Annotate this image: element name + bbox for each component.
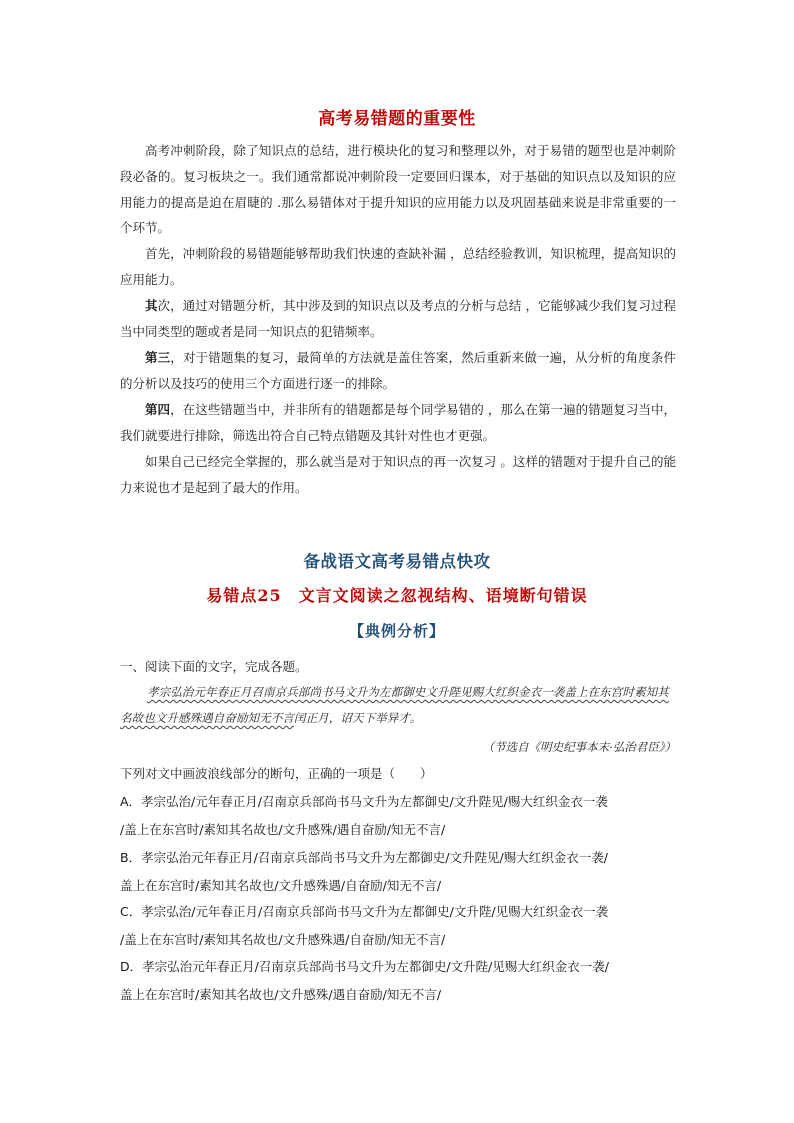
paragraph-third-text: ，对于错题集的复习，最简单的方法就是盖住答案，然后重新来做一遍，从分析的角度条件的分析以及技巧的使用三个方面进行逐一的排除。 xyxy=(120,350,676,391)
passage-wavy-text: 孝宗弘治元年春正月召南京兵部尚书马文升为左都御史文升陛见赐大红织金衣一袭盖上在东宫时素知其名故也文升感殊遇自奋励知无不言 xyxy=(120,685,669,725)
option-a-line2: /盖上在东宫时/素知其名故也/文升感殊/遇自奋励/知无不言/ xyxy=(120,822,446,837)
option-c-line2: /盖上在东宫时/素知其名故也/文升感殊遇/自奋励/知无不言/ xyxy=(120,932,446,947)
option-a-line1: A．孝宗弘治/元年春正月/召南京兵部尚书马文升为左都御史/文升陛见/赐大红织金衣一袭 xyxy=(120,794,608,809)
page-heading: 高考易错题的重要性 xyxy=(318,109,476,129)
classical-passage xyxy=(120,679,680,731)
tag-title: 【典例分析】 xyxy=(348,622,445,640)
question-intro: 一、阅读下面的文字，完成各题。 xyxy=(120,659,308,674)
option-d-line2: 盖上在东宫时/素知其名故也/文升感殊/遇自奋励/知无不言/ xyxy=(120,987,442,1002)
paragraph-fourth xyxy=(120,397,676,449)
passage-source: （节选自《明史纪事本末·弘治君臣》） xyxy=(482,740,676,754)
paragraph-intro: 高考冲刺阶段，除了知识点的总结，进行模块化的复习和整理以外，对于易错的题型也是冲刺阶段必备的。复习板块之一。我们通常都说冲刺阶段一定要回归课本，对于基础的知识点以及知识的应用能力的提高是迫在眉睫的 .那么易错体对于提升知识的应用能力以及巩固基础来说是非常重要的一个环节。 xyxy=(120,143,676,236)
option-d-line1: D．孝宗弘治元年春正月/召南京兵部尚书马文升为左都御史/文升陛/见赐大红织金衣一袭/ xyxy=(120,959,609,974)
paragraph-fourth-text: ，在这些错题当中，并非所有的错题都是每个同学易错的 ，那么在第一遍的错题复习当中，我们就要进行排除，筛选出符合自己特点错题及其针对性也才更强。 xyxy=(120,402,676,443)
topic-title: 易错点25 文言文阅读之忽视结构、语境断句错误 xyxy=(206,586,588,605)
paragraph-second-text: 次，通过对错题分析，其中涉及到的知识点以及考点的分析与总结 ，它能够减少我们复习过程当中同类型的题或者是同一知识点的犯错频率。 xyxy=(120,298,676,339)
passage-tail-text: 闰正月，诏天下举异才。 xyxy=(293,711,422,725)
option-b-line1: B．孝宗弘治元年春正月/召南京兵部尚书马文升为左都御史/文升陛见/赐大红织金衣一袭/ xyxy=(120,850,608,865)
section-title: 备战语文高考易错点快攻 xyxy=(303,552,491,571)
paragraph-third-lead: 第三 xyxy=(145,350,171,365)
paragraph-first: 首先，冲刺阶段的易错题能够帮助我们快速的查缺补漏 ，总结经验教训，知识梳理，提高知识的应用能力。 xyxy=(120,246,676,287)
paragraph-fourth-lead: 第四 xyxy=(145,402,171,417)
option-c-line1: C．孝宗弘治/元年春正月/召南京兵部尚书马文升为左都御史/文升陛/见赐大红织金衣一袭 xyxy=(120,904,609,919)
paragraph-third xyxy=(120,345,676,397)
question-stem: 下列对文中画波浪线部分的断句，正确的一项是（ ） xyxy=(120,766,433,781)
paragraph-second-lead: 其 xyxy=(145,298,158,313)
paragraph-conclusion: 如果自己已经完全掌握的，那么就当是对于知识点的再一次复习 。这样的错题对于提升自己的能力来说也才是起到了最大的作用。 xyxy=(120,454,676,495)
option-b-line2: 盖上在东宫时/素知其名故也/文升感殊遇/自奋励/知无不言/ xyxy=(120,878,442,893)
paragraph-second xyxy=(120,293,676,345)
